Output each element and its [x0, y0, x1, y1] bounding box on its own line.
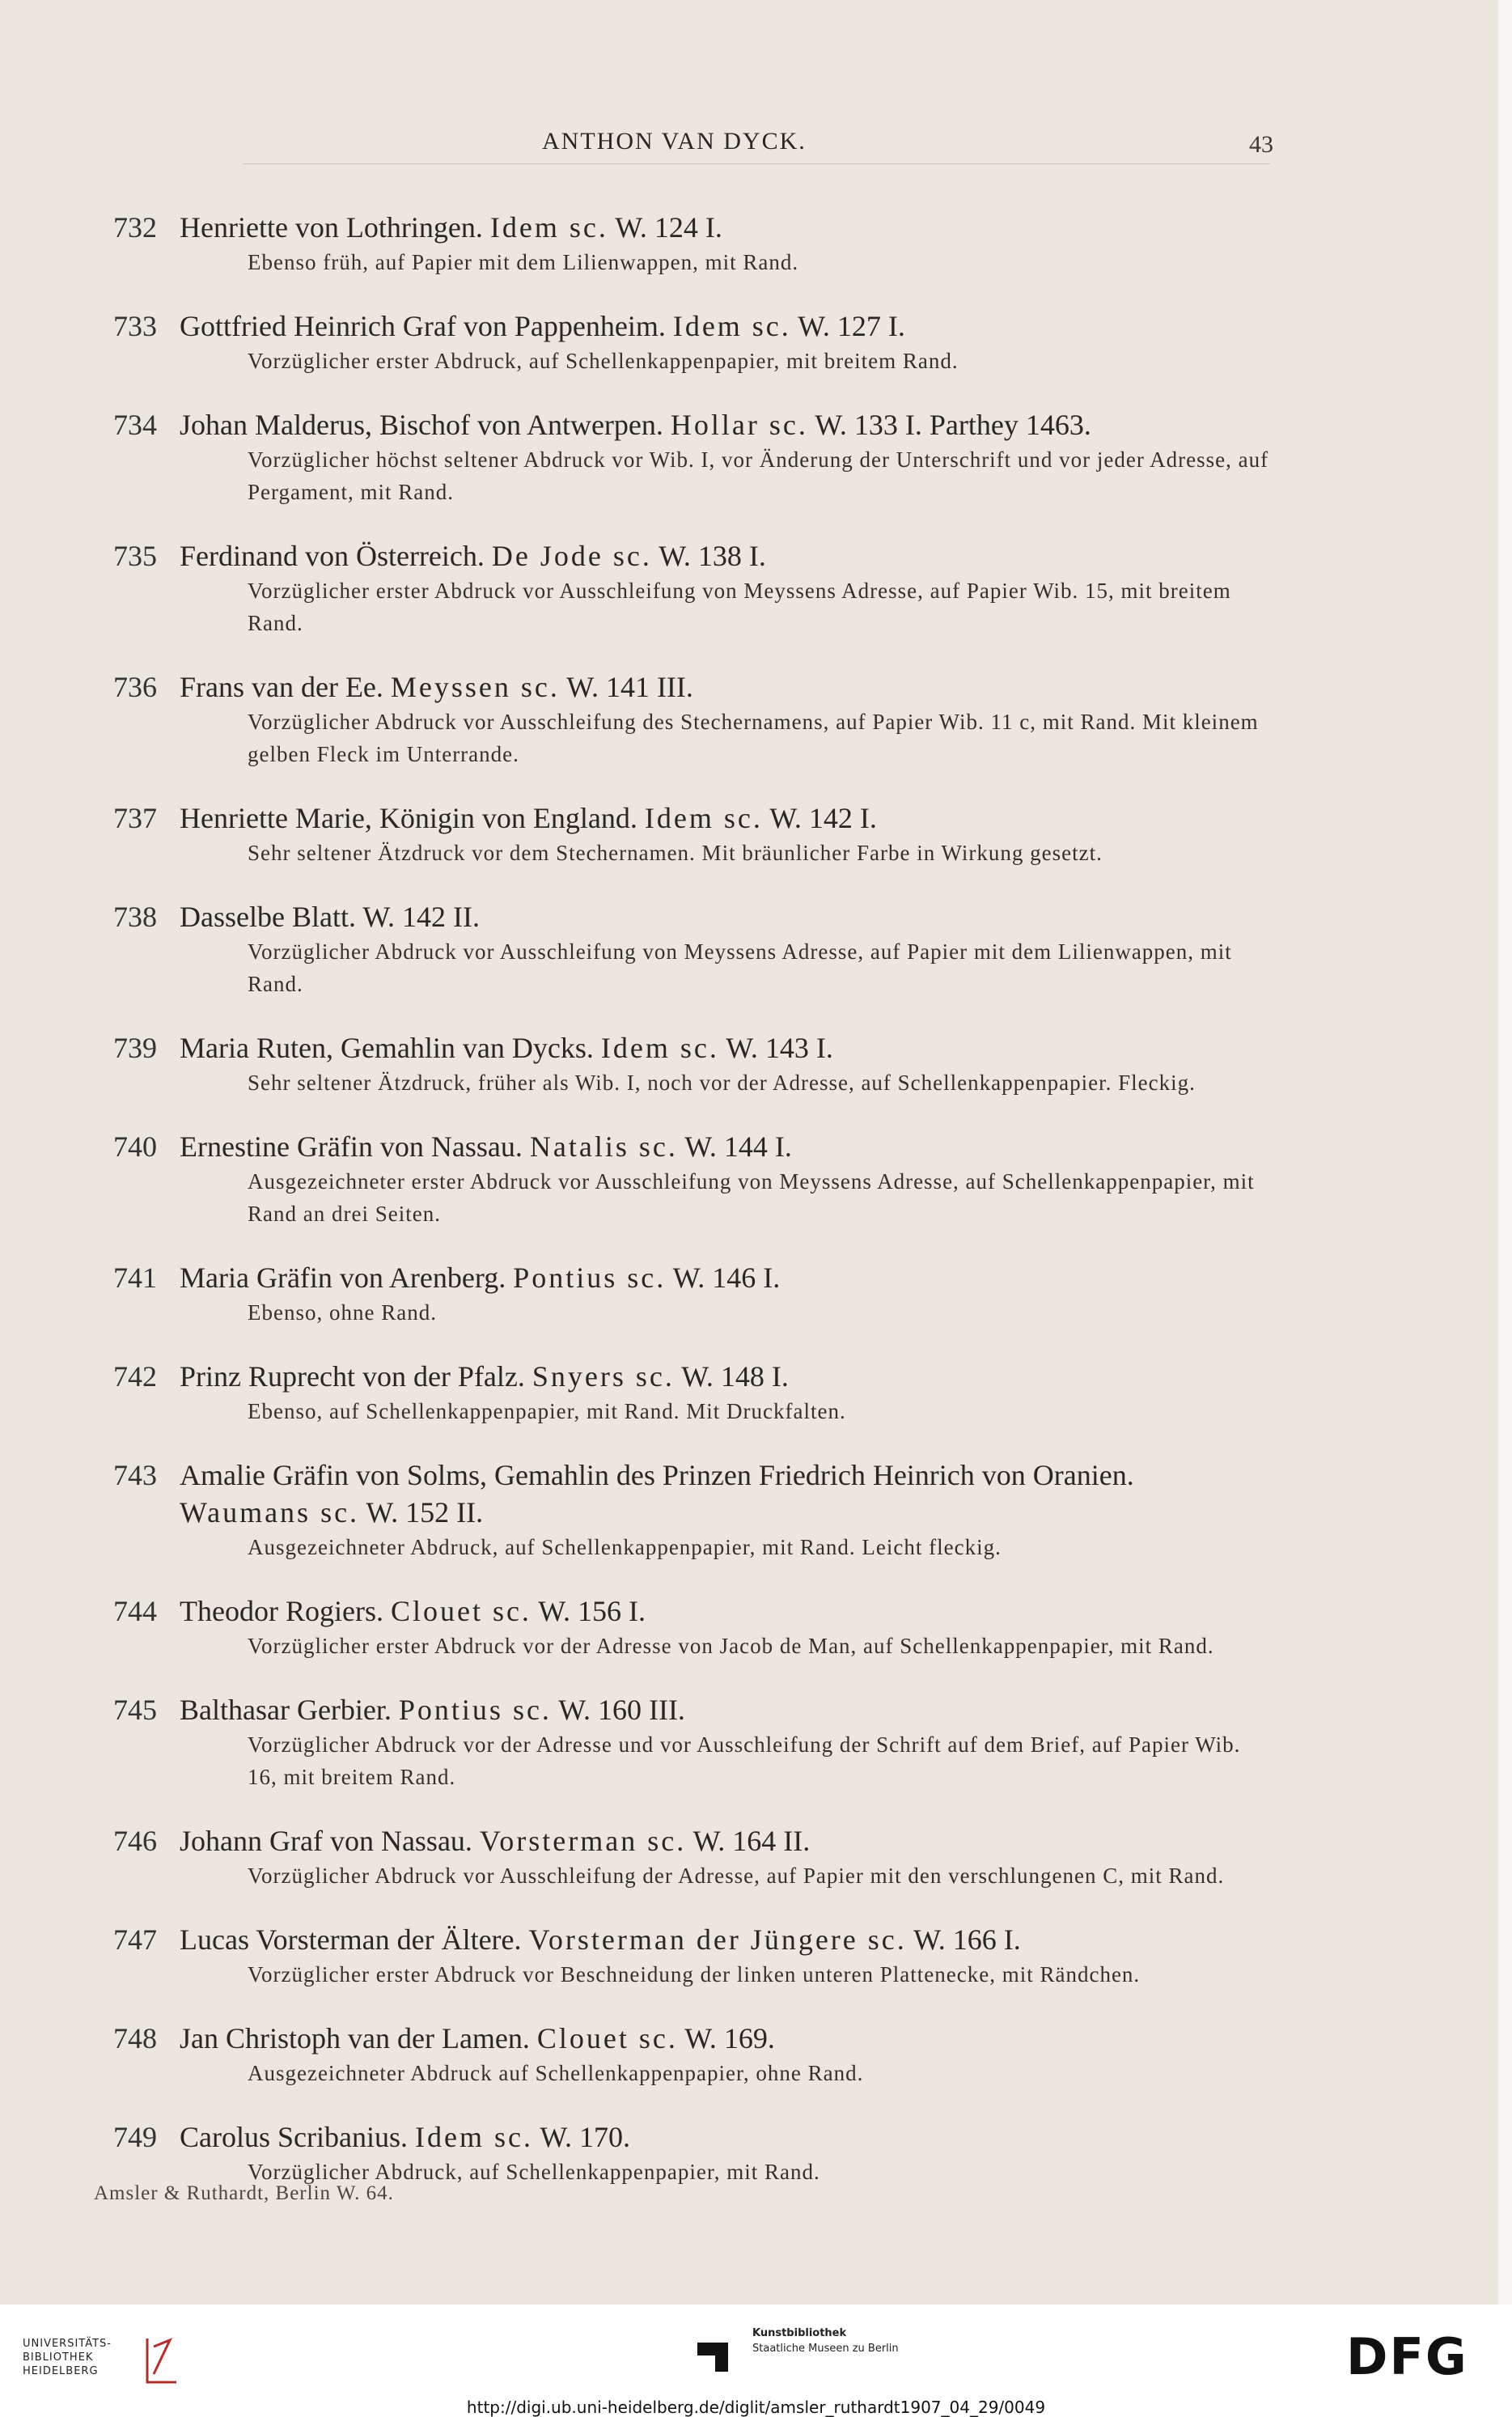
catalogue-entry — [113, 1592, 1270, 1662]
catalogue-entry — [113, 1029, 1270, 1099]
printer-imprint: Amsler & Ruthardt, Berlin W. 64. — [94, 2182, 394, 2204]
entry-reference: W. 144 I. — [684, 1130, 792, 1163]
entry-heading — [113, 537, 1270, 575]
entry-title: Jan Christoph van der Lamen. — [180, 2022, 530, 2054]
catalogue-entry — [113, 307, 1270, 377]
entry-number: 741 — [113, 1262, 157, 1294]
entry-number: 732 — [113, 211, 157, 244]
entry-engraver: Idem sc. — [644, 802, 763, 834]
entry-reference: W. 138 I. — [659, 540, 766, 572]
entry-title-line — [180, 406, 1270, 443]
entry-heading — [113, 1128, 1270, 1165]
catalogue-entry — [113, 1457, 1270, 1563]
entry-reference: W. 160 III. — [558, 1694, 685, 1726]
catalogue-entry — [113, 898, 1270, 1000]
entry-description: Vorzüglicher erster Abdruck vor Beschneidung der linken unteren Plattenecke, mit Rändchen. — [248, 1962, 1141, 1987]
kunstbibliothek-subtitle: Staatliche Museen zu Berlin — [752, 2343, 899, 2355]
entry-description: Ebenso, auf Schellenkappenpapier, mit Rand. Mit Druckfalten. — [248, 1399, 846, 1423]
entry-title: Ernestine Gräfin von Nassau. — [180, 1130, 523, 1163]
entry-number: 734 — [113, 409, 157, 441]
kunstbibliothek-logo-icon[interactable] — [694, 2325, 743, 2373]
entry-heading — [113, 2118, 1270, 2156]
catalogue-entry — [113, 209, 1270, 278]
catalogue-entry — [113, 1259, 1270, 1329]
entry-engraver: Natalis sc. — [529, 1130, 678, 1163]
entry-title: Johann Graf von Nassau. — [180, 1825, 472, 1857]
entry-title-line — [180, 1128, 1270, 1165]
entry-title: Henriette Marie, Königin von England. — [180, 802, 637, 834]
entry-reference: W. 169. — [684, 2022, 775, 2054]
entry-heading — [113, 799, 1270, 837]
entry-reference: W. 142 I. — [769, 802, 877, 834]
entry-heading — [113, 1029, 1270, 1066]
entry-title: Amalie Gräfin von Solms, Gemahlin des Prinzen Friedrich Heinrich von Oranien. — [180, 1459, 1134, 1491]
entry-number: 746 — [113, 1825, 157, 1857]
entry-number: 749 — [113, 2121, 157, 2153]
catalogue-entries — [113, 209, 1270, 2217]
entry-engraver: Hollar sc. — [670, 409, 808, 441]
entry-engraver: Vorsterman der Jüngere sc. — [528, 1923, 907, 1956]
entry-description: Ebenso früh, auf Papier mit dem Lilienwappen, mit Rand. — [248, 250, 799, 274]
entry-number: 733 — [113, 310, 157, 342]
entry-engraver: De Jode sc. — [491, 540, 652, 572]
entry-reference: W. 166 I. — [913, 1923, 1021, 1956]
entry-number: 742 — [113, 1360, 157, 1393]
entry-title-line — [180, 209, 1270, 246]
page-number: 43 — [1249, 131, 1273, 158]
entry-description: Vorzüglicher Abdruck vor Ausschleifung der Adresse, auf Papier mit den verschlungenen C, mit Rand. — [248, 1864, 1225, 1888]
catalogue-entry — [113, 668, 1270, 770]
entry-heading — [113, 1691, 1270, 1728]
entry-description: Vorzüglicher erster Abdruck, auf Schellenkappenpapier, mit breitem Rand. — [248, 349, 959, 373]
catalogue-entry — [113, 537, 1270, 639]
kunstbibliothek-title: Kunstbibliothek — [752, 2327, 847, 2339]
entry-engraver: Idem sc. — [672, 310, 791, 342]
catalogue-entry — [113, 406, 1270, 508]
university-line: UNIVERSITÄTS- — [23, 2338, 112, 2350]
entry-engraver: Pontius sc. — [513, 1262, 667, 1294]
entry-title: Balthasar Gerbier. — [180, 1694, 392, 1726]
entry-heading — [113, 1457, 1270, 1531]
entry-reference: W. 143 I. — [726, 1032, 833, 1064]
entry-description: Vorzüglicher erster Abdruck vor Ausschleifung von Meyssens Adresse, auf Papier Wib. 15, mit breitem Rand. — [248, 579, 1231, 635]
entry-title: Gottfried Heinrich Graf von Pappenheim. — [180, 310, 666, 342]
catalogue-entry — [113, 799, 1270, 869]
entry-engraver: Clouet sc. — [390, 1595, 532, 1627]
entry-engraver: Clouet sc. — [536, 2022, 678, 2054]
entry-description: Vorzüglicher Abdruck vor der Adresse und vor Ausschleifung der Schrift auf dem Brief, auf Papier Wib. 16, mit breitem Rand. — [248, 1732, 1241, 1789]
entry-title-line — [180, 1457, 1270, 1531]
entry-engraver: Idem sc. — [414, 2121, 533, 2153]
entry-number: 740 — [113, 1130, 157, 1163]
entry-title-line — [180, 307, 1270, 345]
entry-title: Dasselbe Blatt. — [180, 901, 356, 933]
entry-number: 737 — [113, 802, 157, 834]
entry-heading — [113, 307, 1270, 345]
entry-title: Frans van der Ee. — [180, 671, 383, 703]
entry-engraver: Meyssen sc. — [390, 671, 560, 703]
entry-number: 739 — [113, 1032, 157, 1064]
entry-description: Vorzüglicher höchst seltener Abdruck vor Wib. I, vor Änderung der Unterschrift und vor jeder Adresse, auf Pergament, mit Rand. — [248, 447, 1269, 504]
entry-title-line — [180, 1592, 1270, 1630]
university-line: BIBLIOTHEK — [23, 2351, 94, 2364]
entry-heading — [113, 1592, 1270, 1630]
entry-number: 743 — [113, 1459, 157, 1491]
permalink-url[interactable]: http://digi.ub.uni-heidelberg.de/diglit/amsler_ruthardt1907_04_29/0049 — [0, 2398, 1512, 2417]
catalogue-entry — [113, 1691, 1270, 1793]
entry-description: Vorzüglicher Abdruck vor Ausschleifung des Stechernamens, auf Papier Wib. 11 c, mit Rand. Mit kleinem gelben Fleck im Unterrande. — [248, 710, 1259, 766]
entry-heading — [113, 209, 1270, 246]
entry-title-line — [180, 1358, 1270, 1395]
university-library-name[interactable] — [23, 2337, 112, 2378]
entry-number: 748 — [113, 2022, 157, 2054]
entry-reference: W. 146 I. — [672, 1262, 781, 1294]
catalogue-entry — [113, 1921, 1270, 1991]
dfg-logo[interactable]: DFG — [1346, 2327, 1468, 2386]
page-edge — [1498, 0, 1512, 2305]
entry-title: Johan Malderus, Bischof von Antwerpen. — [180, 409, 663, 441]
university-logo-icon[interactable] — [142, 2332, 181, 2389]
entry-description: Ausgezeichneter erster Abdruck vor Ausschleifung von Meyssens Adresse, auf Schellenkappenpapier, mit Rand an drei Seiten. — [248, 1169, 1255, 1226]
entry-number: 738 — [113, 901, 157, 933]
entry-title-line — [180, 2020, 1270, 2057]
entry-engraver: Waumans sc. — [180, 1496, 360, 1529]
university-line: HEIDELBERG — [23, 2365, 99, 2377]
entry-engraver: Idem sc. — [489, 211, 608, 244]
entry-title: Ferdinand von Österreich. — [180, 540, 485, 572]
entry-reference: W. 124 I. — [615, 211, 722, 244]
header-rule — [243, 163, 1270, 164]
entry-reference: W. 141 III. — [566, 671, 693, 703]
entry-description: Vorzüglicher Abdruck vor Ausschleifung von Meyssens Adresse, auf Papier mit dem Lilienwappen, mit Rand. — [248, 939, 1232, 996]
catalogue-entry — [113, 1822, 1270, 1892]
entry-number: 744 — [113, 1595, 157, 1627]
catalogue-entry — [113, 2118, 1270, 2188]
entry-heading — [113, 1358, 1270, 1395]
entry-reference: W. 127 I. — [798, 310, 905, 342]
entry-description: Ebenso, ohne Rand. — [248, 1300, 437, 1325]
entry-title-line — [180, 1822, 1270, 1859]
entry-description: Vorzüglicher erster Abdruck vor der Adresse von Jacob de Man, auf Schellenkappenpapier, mit Rand. — [248, 1634, 1214, 1658]
entry-reference: W. 142 II. — [362, 901, 480, 933]
entry-title: Henriette von Lothringen. — [180, 211, 483, 244]
entry-heading — [113, 1822, 1270, 1859]
entry-reference: W. 156 I. — [538, 1595, 646, 1627]
entry-title: Theodor Rogiers. — [180, 1595, 383, 1627]
entry-title: Lucas Vorsterman der Ältere. — [180, 1923, 522, 1956]
entry-number: 735 — [113, 540, 157, 572]
entry-engraver: Idem sc. — [600, 1032, 719, 1064]
entry-title: Maria Ruten, Gemahlin van Dycks. — [180, 1032, 594, 1064]
entry-engraver: Snyers sc. — [532, 1360, 675, 1393]
entry-heading — [113, 1259, 1270, 1296]
entry-title-line — [180, 668, 1270, 706]
entry-reference: W. 164 II. — [692, 1825, 811, 1857]
entry-number: 745 — [113, 1694, 157, 1726]
entry-title: Maria Gräfin von Arenberg. — [180, 1262, 506, 1294]
entry-heading — [113, 406, 1270, 443]
entry-reference: W. 152 II. — [366, 1496, 484, 1529]
entry-description: Sehr seltener Ätzdruck vor dem Stechernamen. Mit bräunlicher Farbe in Wirkung gesetzt. — [248, 841, 1103, 865]
entry-number: 747 — [113, 1923, 157, 1956]
entry-engraver: Pontius sc. — [398, 1694, 552, 1726]
entry-title-line — [180, 1691, 1270, 1728]
kunstbibliothek-name[interactable] — [752, 2326, 899, 2356]
entry-reference: W. 133 I. Parthey 1463. — [815, 409, 1091, 441]
entry-heading — [113, 1921, 1270, 1958]
entry-title-line — [180, 1029, 1270, 1066]
entry-title-line — [180, 898, 1270, 935]
entry-title-line — [180, 1259, 1270, 1296]
entry-title: Prinz Ruprecht von der Pfalz. — [180, 1360, 525, 1393]
entry-title-line — [180, 1921, 1270, 1958]
entry-heading — [113, 2020, 1270, 2057]
entry-heading — [113, 668, 1270, 706]
entry-engraver: Vorsterman sc. — [479, 1825, 687, 1857]
catalogue-entry — [113, 2020, 1270, 2089]
entry-number: 736 — [113, 671, 157, 703]
entry-heading — [113, 898, 1270, 935]
catalogue-entry — [113, 1128, 1270, 1230]
catalogue-entry — [113, 1358, 1270, 1427]
entry-description: Ausgezeichneter Abdruck auf Schellenkappenpapier, ohne Rand. — [248, 2061, 864, 2085]
running-title: ANTHON VAN DYCK. — [542, 128, 807, 155]
entry-description: Sehr seltener Ätzdruck, früher als Wib. I, noch vor der Adresse, auf Schellenkappenpapier. Fleckig. — [248, 1071, 1196, 1095]
entry-title-line — [180, 799, 1270, 837]
entry-title: Carolus Scribanius. — [180, 2121, 408, 2153]
entry-title-line — [180, 537, 1270, 575]
entry-description: Vorzüglicher Abdruck, auf Schellenkappenpapier, mit Rand. — [248, 2160, 820, 2184]
entry-title-line — [180, 2118, 1270, 2156]
entry-description: Ausgezeichneter Abdruck, auf Schellenkappenpapier, mit Rand. Leicht fleckig. — [248, 1535, 1002, 1559]
entry-reference: W. 148 I. — [681, 1360, 789, 1393]
entry-reference: W. 170. — [540, 2121, 630, 2153]
